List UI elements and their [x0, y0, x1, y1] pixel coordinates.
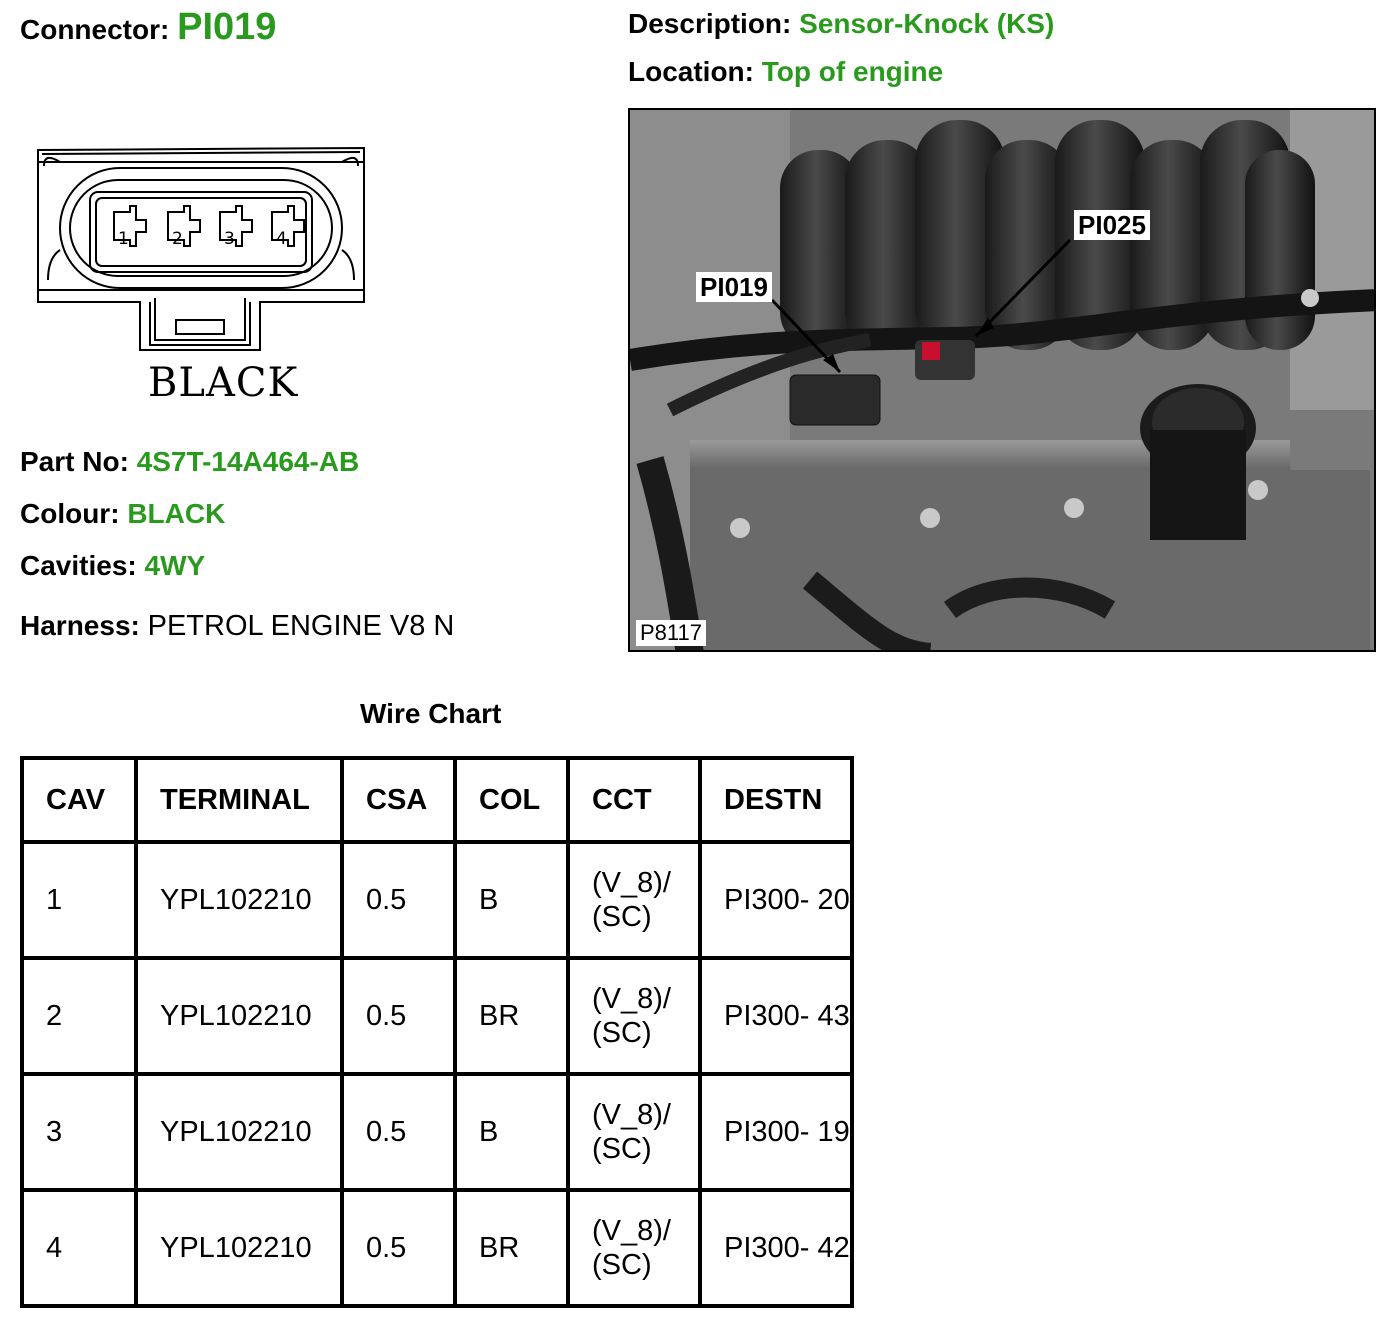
harness-label: Harness: — [20, 610, 140, 641]
wire-chart-title: Wire Chart — [360, 698, 502, 729]
connector-value: PI019 — [177, 6, 277, 48]
description-value: Sensor-Knock (KS) — [799, 8, 1055, 39]
callout-label: PI025 — [1074, 210, 1150, 240]
table-cell: (V_8)/ (SC) — [568, 842, 700, 958]
description-field — [628, 8, 1054, 40]
connector-field — [20, 6, 276, 49]
table-row — [22, 958, 852, 1074]
table-cell: 2 — [22, 958, 136, 1074]
table-cell: YPL102210 — [136, 1190, 342, 1306]
harness-value: PETROL ENGINE V8 N — [147, 610, 455, 642]
table-header-row — [22, 758, 852, 842]
pin-number: 2 — [172, 229, 183, 249]
callout-label: PI019 — [696, 272, 772, 302]
pin-number: 3 — [224, 229, 235, 249]
cavities-field — [20, 550, 205, 582]
photo-reference: P8117 — [636, 620, 706, 646]
table-cell: 0.5 — [342, 1190, 455, 1306]
colour-field — [20, 498, 225, 530]
table-cell: PI300- 20 — [700, 842, 852, 958]
column-header: DESTN — [700, 758, 852, 842]
table-cell: 0.5 — [342, 1074, 455, 1190]
description-label: Description: — [628, 8, 792, 39]
harness-field — [20, 610, 454, 643]
column-header: CCT — [568, 758, 700, 842]
colour-label: Colour: — [20, 498, 120, 529]
cavities-value: 4WY — [144, 550, 206, 581]
pin-number: 1 — [118, 229, 129, 249]
table-cell: 0.5 — [342, 958, 455, 1074]
column-header: CSA — [342, 758, 455, 842]
table-cell: (V_8)/ (SC) — [568, 958, 700, 1074]
location-label: Location: — [628, 56, 754, 87]
table-cell: 0.5 — [342, 842, 455, 958]
engine-illustration — [630, 110, 1376, 652]
connector-colour-caption: BLACK — [148, 360, 299, 406]
column-header: COL — [455, 758, 568, 842]
table-row — [22, 1190, 852, 1306]
part-no-label: Part No: — [20, 446, 129, 477]
location-value: Top of engine — [761, 56, 944, 87]
table-row — [22, 842, 852, 958]
part-no-field — [20, 446, 359, 478]
pin-number: 4 — [276, 229, 287, 249]
connector-label: Connector: — [20, 14, 170, 45]
table-row — [22, 1074, 852, 1190]
colour-value: BLACK — [127, 498, 226, 529]
table-cell: PI300- 19 — [700, 1074, 852, 1190]
table-cell: PI300- 42 — [700, 1190, 852, 1306]
wire-chart-table — [20, 756, 854, 1308]
cavities-label: Cavities: — [20, 550, 137, 581]
location-field — [628, 56, 943, 88]
column-header: CAV — [22, 758, 136, 842]
table-cell: (V_8)/ (SC) — [568, 1190, 700, 1306]
part-no-value: 4S7T-14A464-AB — [136, 446, 360, 477]
table-cell: YPL102210 — [136, 842, 342, 958]
table-cell: YPL102210 — [136, 958, 342, 1074]
table-cell: YPL102210 — [136, 1074, 342, 1190]
table-cell: 4 — [22, 1190, 136, 1306]
table-cell: 3 — [22, 1074, 136, 1190]
table-cell: 1 — [22, 842, 136, 958]
table-cell: BR — [455, 958, 568, 1074]
engine-location-photo — [628, 108, 1376, 652]
table-cell: BR — [455, 1190, 568, 1306]
table-cell: B — [455, 1074, 568, 1190]
column-header: TERMINAL — [136, 758, 342, 842]
table-cell: PI300- 43 — [700, 958, 852, 1074]
table-cell: (V_8)/ (SC) — [568, 1074, 700, 1190]
table-cell: B — [455, 842, 568, 958]
